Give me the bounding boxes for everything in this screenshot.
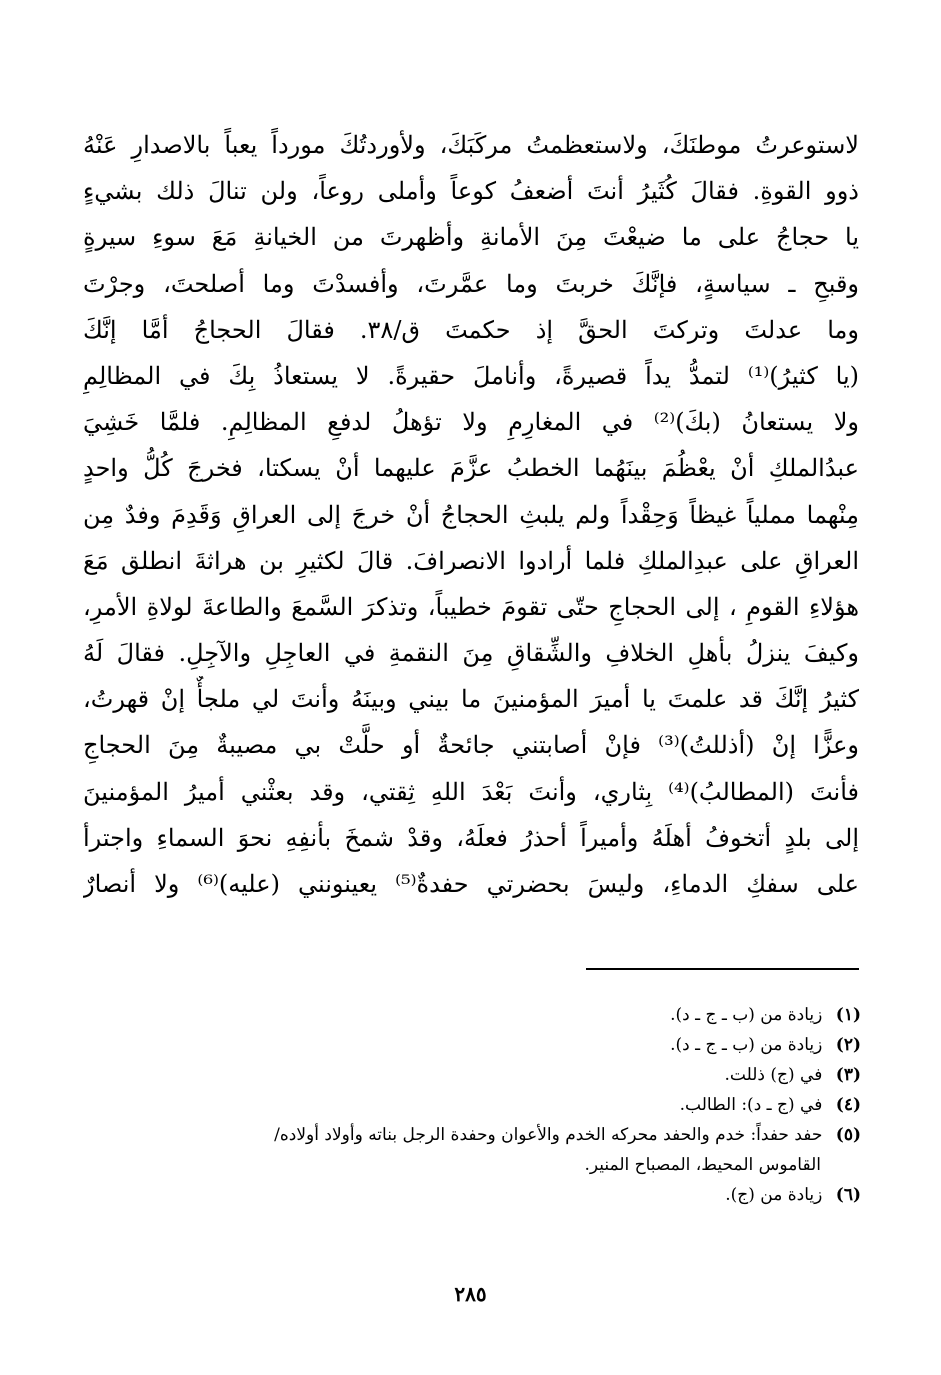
footnote-number: (٣) — [835, 1065, 861, 1085]
body-line: فأنتَ (المطالبُ)⁽⁴⁾ بِثاري، وأنتَ بَعْدَ اللهِ ثِقتي، وقد بعثْني أميرُ المؤمنينَ — [83, 777, 859, 806]
footnote-3 — [161, 1060, 861, 1090]
footnote-number: (٦) — [835, 1185, 861, 1205]
footnote-text: حفد حفداً: خدم والحفد محركه الخدم والأعوان وحفدة الرجل بناته وأولاد أولاده/ — [274, 1125, 823, 1145]
footnote-number: (٢) — [835, 1035, 861, 1055]
footnote-text: في (ج) ذللت. — [724, 1065, 823, 1085]
body-line: لاستوعرتُ موطنَكَ، ولاستعظمتُ مركَبَكَ، ولأوردتُكَ مورداً يعباً بالاصدارِ عَنْهُ — [83, 131, 859, 159]
footnote-1 — [161, 1000, 861, 1030]
body-line: هؤلاءِ القومِ ، إلى الحجاجِ حتّى تقومَ خطيباً، وتذكرَ السَّمعَ والطاعةَ لولاةِ الأمرِ، — [83, 592, 859, 621]
page-number: ٢٨٥ — [454, 1282, 487, 1306]
footnote-separator — [586, 968, 859, 970]
footnote-6 — [161, 1180, 861, 1210]
footnote-text: زيادة من (ب ـ ج ـ د). — [670, 1035, 823, 1055]
body-line: على سفكِ الدماءِ، وليسَ بحضرتي حفدةٌ⁽⁵⁾ يعينونني (عليه)⁽⁶⁾ ولا أنصارٌ — [83, 870, 859, 898]
footnote-number: (٤) — [835, 1095, 861, 1115]
footnote-text: زيادة من (ج). — [725, 1185, 823, 1205]
footnote-5-continuation — [161, 1150, 861, 1180]
footnote-4 — [161, 1090, 861, 1120]
body-line: إلى بلدٍ أتخوفُ أهلَهُ وأميراً أحذرُ فعلَهُ، وقدْ شمخَ بأنفِهِ نحوَ السماءِ واجترأ — [83, 823, 859, 852]
body-line: وقبحِ ـ سياسةٍ، فإنَّكَ خربتَ وما عمَّرتَ، وأفسدْتَ وما أصلحتَ، وجرْتَ — [83, 269, 859, 298]
body-line: وما عدلتَ وتركتَ الحقَّ إذ حكمتَ ق/٣٨. فقالَ الحجاجُ أمَّا إنَّكَ — [83, 315, 859, 344]
footnote-2 — [161, 1030, 861, 1060]
body-line: (يا كثيرُ)⁽¹⁾ لتمدُّ يداً قصيرةً، وأناملَ حقيرةً. لا يستعاذُ بِكَ في المظالِمِ — [83, 361, 859, 390]
body-line: العراقِ على عبدِالملكِ فلما أرادوا الانصرافَ. قالَ لكثيرِ بن هراثةَ انطلق مَعَ — [83, 546, 859, 575]
body-line: يا حجاجُ على ما ضيعْتَ مِنَ الأمانةِ وأظهرتَ من الخيانةِ مَعَ سوءِ سيرةٍ — [83, 223, 859, 252]
body-line: وعزًّا إنْ (أذللتُ)⁽³⁾ فإنْ أصابتني جائحةٌ أو حلَّتْ بي مصيبةٌ مِنَ الحجاجِ — [83, 731, 859, 760]
body-line: وكيفَ ينزلُ بأهلِ الخلافِ والشِّقاقِ مِنَ النقمةِ في العاجِلِ والآجِلِ. فقالَ لَهُ — [83, 639, 859, 668]
footnote-text: زيادة من (ب ـ ج ـ د). — [670, 1005, 823, 1025]
footnote-5 — [161, 1120, 861, 1150]
body-line: ذوو القوةِ. فقالَ كُثَيرُ أنتَ أضعفُ كوعاً وأملى روعاً، ولن تنالَ ذلك بشيءٍ — [83, 177, 859, 206]
body-text — [83, 122, 859, 907]
footnote-text: القاموس المحيط، المصباح المنير. — [584, 1155, 821, 1175]
body-line: ولا يستعانُ (بكَ)⁽²⁾ في المغارِمِ ولا تؤهلُ لدفعِ المظالِمِ. فلمَّا خَشِيَ — [83, 408, 859, 437]
body-line: مِنْهما مملياً غيظاً وَحِقْداً ولم يلبثِ الحجاجُ أنْ خرجَ إلى العراقِ وَقَدِمَ وفدٌ مِن — [83, 500, 859, 529]
footnote-text: في (ج ـ د): الطالب. — [679, 1095, 823, 1115]
body-line: كثيرُ إنَّكَ قد علمتَ يا أميرَ المؤمنينَ ما بيني وبينَهُ وأنتَ لي ملجأٌ إنْ قهرتُ، — [83, 685, 859, 714]
body-line: عبدُالملكِ أنْ يعْظُمَ بينَهُما الخطبُ عزَّمَ عليهما أنْ يسكتا، فخرجَ كُلُّ واحدٍ — [83, 454, 859, 483]
footnotes — [161, 1000, 861, 1210]
footnote-number: (٥) — [835, 1125, 861, 1145]
footnote-number: (١) — [835, 1005, 861, 1025]
